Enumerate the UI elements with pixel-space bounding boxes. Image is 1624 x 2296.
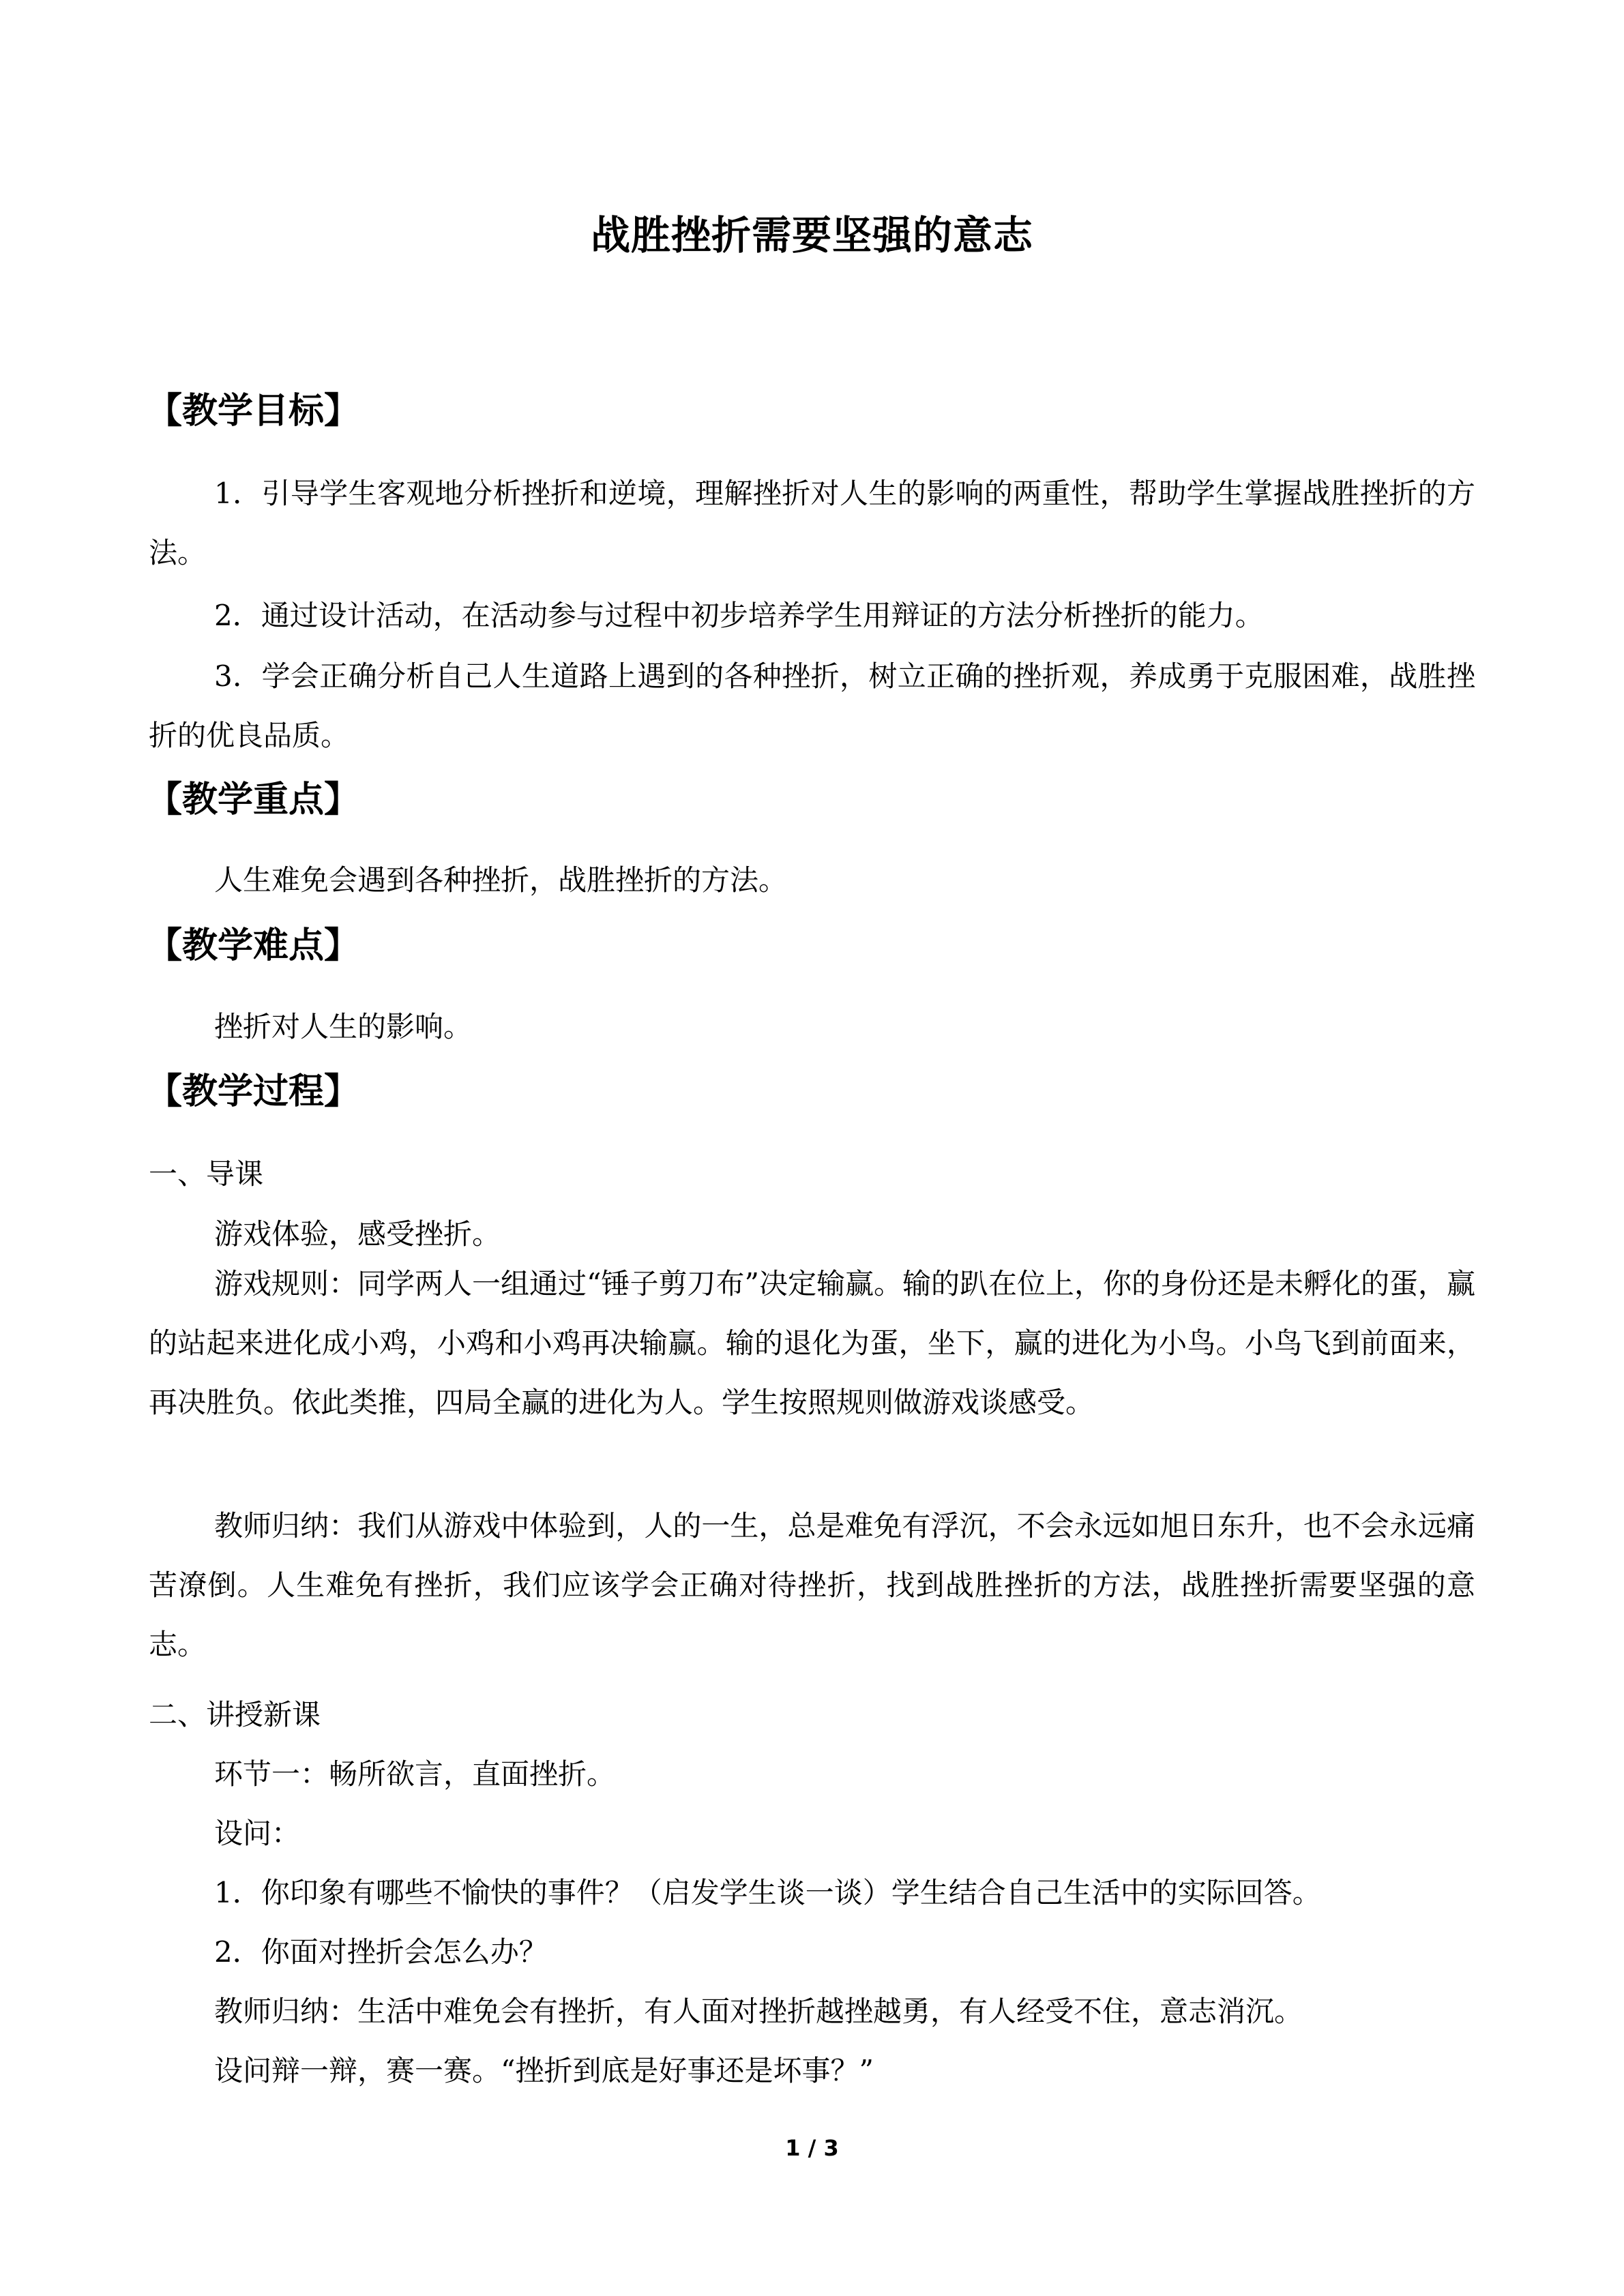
- part1-title: 一、导课: [149, 1157, 264, 1191]
- part1-intro: 游戏体验，感受挫折。: [214, 1217, 501, 1251]
- part2-question-label: 设问：: [214, 1817, 301, 1850]
- part2-summary: 教师归纳：生活中难免会有挫折，有人面对挫折越挫越勇，有人经受不住，意志消沉。: [214, 1995, 1303, 2028]
- document-title: 战胜挫折需要坚强的意志: [590, 212, 1033, 258]
- part2-stage1: 环节一：畅所欲言，直面挫折。: [214, 1757, 616, 1791]
- part2-question-2: 2．你面对挫折会怎么办？: [214, 1935, 548, 1969]
- heading-process: 【教学过程】: [147, 1071, 360, 1112]
- page-indicator: 1 / 3: [785, 2135, 839, 2161]
- heading-difficulties: 【教学难点】: [147, 925, 360, 966]
- part1-summary: 教师归纳：我们从游戏中体验到，人的一生，总是难免有浮沉，不会永远如旭日东升，也不会永远痛苦潦倒。人生难免有挫折，我们应该学会正确对待挫折，找到战胜挫折的方法，战胜挫折需要坚强的意志。: [149, 1509, 1475, 1661]
- part2-title: 二、讲授新课: [149, 1698, 321, 1731]
- goal-item-3: 3．学会正确分析自己人生道路上遇到的各种挫折，树立正确的挫折观，养成勇于克服困难，战胜挫折的优良品质。: [149, 659, 1475, 752]
- goal-item-2: 2．通过设计活动，在活动参与过程中初步培养学生用辩证的方法分析挫折的能力。: [214, 599, 1264, 632]
- goal-item-1: 1．引导学生客观地分析挫折和逆境，理解挫折对人生的影响的两重性，帮助学生掌握战胜挫折的方法。: [149, 477, 1475, 569]
- heading-goals: 【教学目标】: [147, 391, 360, 432]
- key-points-text: 人生难免会遇到各种挫折，战胜挫折的方法。: [214, 863, 788, 897]
- part1-rules: 游戏规则：同学两人一组通过“锤子剪刀布”决定输赢。输的趴在位上，你的身份还是未孵化的蛋，赢的站起来进化成小鸡，小鸡和小鸡再决输赢。输的退化为蛋，坐下，赢的进化为小鸟。小鸟飞到前面来，再决胜负。依此类推，四局全赢的进化为人。学生按照规则做游戏谈感受。: [149, 1267, 1475, 1419]
- part2-question-1: 1．你印象有哪些不愉快的事件？（启发学生谈一谈）学生结合自己生活中的实际回答。: [214, 1876, 1321, 1909]
- difficulties-text: 挫折对人生的影响。: [214, 1010, 473, 1043]
- part2-debate: 设问辩一辩，赛一赛。“挫折到底是好事还是坏事？”: [214, 2054, 874, 2087]
- heading-key-points: 【教学重点】: [147, 779, 360, 820]
